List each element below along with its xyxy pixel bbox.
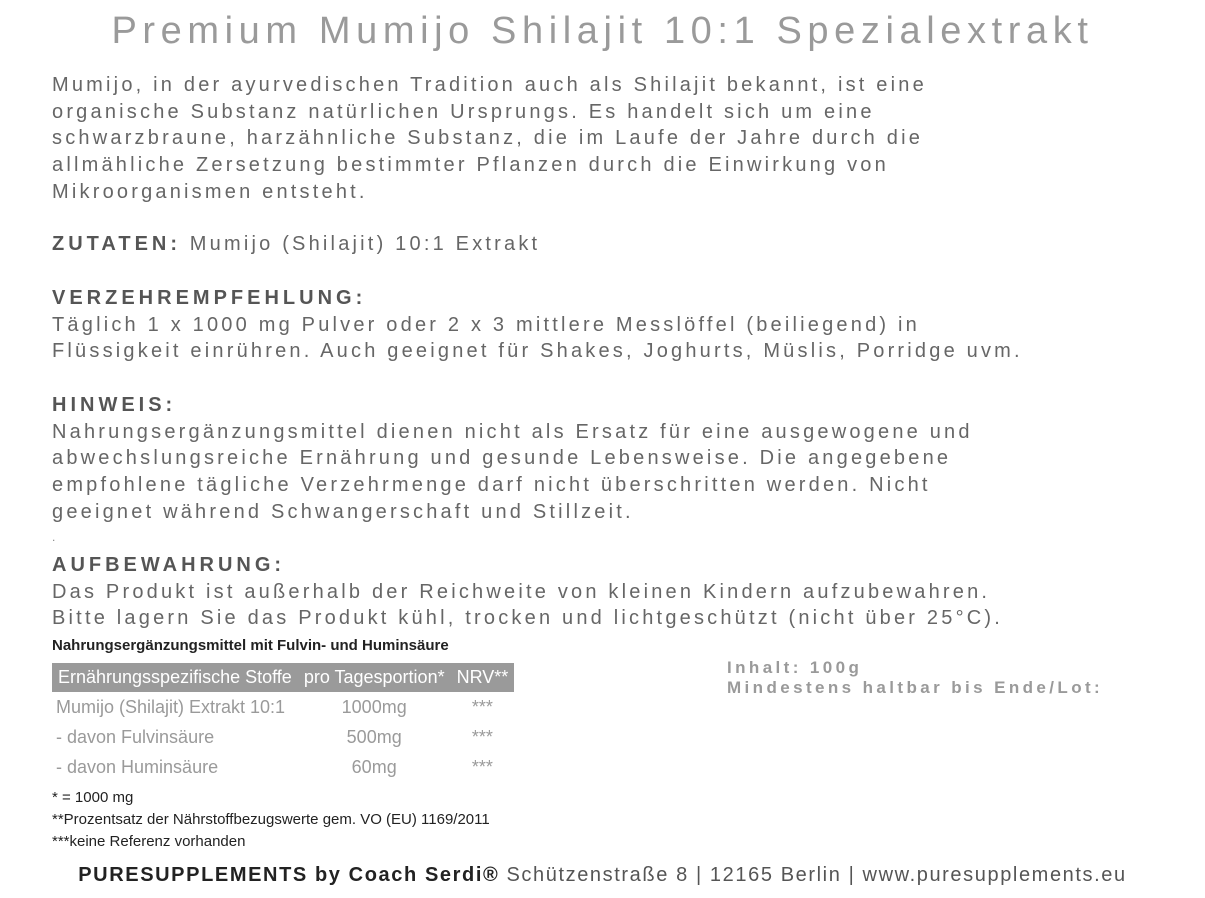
page-title: Premium Mumijo Shilajit 10:1 Spezialextrakt xyxy=(111,10,1094,52)
zutaten-text: Mumijo (Shilajit) 10:1 Extrakt xyxy=(189,233,541,255)
table-subtitle: Nahrungsergänzungsmittel mit Fulvin- und Huminsäure xyxy=(52,637,449,654)
table-cell: 1000mg xyxy=(341,696,407,717)
table-cell: 60mg xyxy=(351,756,397,777)
footnote: ***keine Referenz vorhanden xyxy=(52,833,246,850)
hinweis-line: empfohlene tägliche Verzehrmenge darf nicht überschritten werden. Nicht xyxy=(52,474,931,497)
column-header: pro Tagesportion* xyxy=(298,663,451,692)
intro-line: organische Substanz natürlichen Ursprungs. Es handelt sich um eine xyxy=(52,100,875,123)
verzehr-line: Täglich 1 x 1000 mg Pulver oder 2 x 3 mittlere Messlöffel (beiliegend) in xyxy=(52,313,920,336)
column-header: NRV** xyxy=(451,663,515,692)
table-header-row xyxy=(52,663,514,692)
table-cell: - davon Fulvinsäure xyxy=(56,726,215,747)
verzehr-line: Flüssigkeit einrühren. Auch geeignet für Shakes, Joghurts, Müslis, Porridge uvm. xyxy=(52,340,1023,363)
zutaten-heading: ZUTATEN: xyxy=(52,233,182,255)
footnote: **Prozentsatz der Nährstoffbezugswerte gem. VO (EU) 1169/2011 xyxy=(52,811,490,828)
table-cell: *** xyxy=(471,756,493,777)
brand-name: PURESUPPLEMENTS by Coach Serdi® xyxy=(78,864,500,886)
company-footer xyxy=(0,864,1205,887)
intro-line: Mikroorganismen entsteht. xyxy=(52,180,368,203)
verzehr-heading: VERZEHREMPFEHLUNG: xyxy=(52,287,367,309)
nutrition-table xyxy=(52,663,514,782)
hinweis-heading: HINWEIS: xyxy=(52,394,177,416)
table-cell: *** xyxy=(471,726,493,747)
best-before: Mindestens haltbar bis Ende/Lot: xyxy=(727,678,1104,697)
column-header: Ernährungsspezifische Stoffe xyxy=(52,663,298,692)
table-cell: *** xyxy=(471,696,493,717)
hinweis-line: abwechslungsreiche Ernährung und gesunde Lebensweise. Die angegebene xyxy=(52,447,952,470)
table-row xyxy=(52,722,514,752)
hinweis-line: Nahrungsergänzungsmittel dienen nicht als Ersatz für eine ausgewogene und xyxy=(52,420,973,443)
content-amount: Inhalt: 100g xyxy=(727,658,863,677)
separator-dot: . xyxy=(52,530,56,544)
hinweis-section xyxy=(52,392,1172,526)
footnote: * = 1000 mg xyxy=(52,789,134,806)
hinweis-line: geeignet während Schwangerschaft und Stillzeit. xyxy=(52,500,634,523)
aufbewahrung-line: Das Produkt ist außerhalb der Reichweite von kleinen Kindern aufzubewahren. xyxy=(52,580,991,603)
verzehr-section xyxy=(52,285,1172,365)
zutaten-section xyxy=(52,231,1172,258)
aufbewahrung-line: Bitte lagern Sie das Produkt kühl, trocken und lichtgeschützt (nicht über 25°C). xyxy=(52,607,1004,630)
aufbewahrung-heading: AUFBEWAHRUNG: xyxy=(52,554,286,576)
table-cell: - davon Huminsäure xyxy=(56,756,219,777)
intro-line: schwarzbraune, harzähnliche Substanz, die im Laufe der Jahre durch die xyxy=(52,127,924,150)
table-cell: 500mg xyxy=(346,726,402,747)
intro-line: Mumijo, in der ayurvedischen Tradition auch als Shilajit bekannt, ist eine xyxy=(52,74,927,96)
table-row xyxy=(52,692,514,722)
aufbewahrung-section xyxy=(52,552,1172,632)
table-cell: Mumijo (Shilajit) Extrakt 10:1 xyxy=(56,696,286,717)
intro-paragraph xyxy=(52,72,1172,206)
company-address: Schützenstraße 8 | 12165 Berlin | www.puresupplements.eu xyxy=(499,864,1127,886)
intro-line: allmähliche Zersetzung bestimmter Pflanzen durch die Einwirkung von xyxy=(52,154,889,177)
table-row xyxy=(52,752,514,782)
